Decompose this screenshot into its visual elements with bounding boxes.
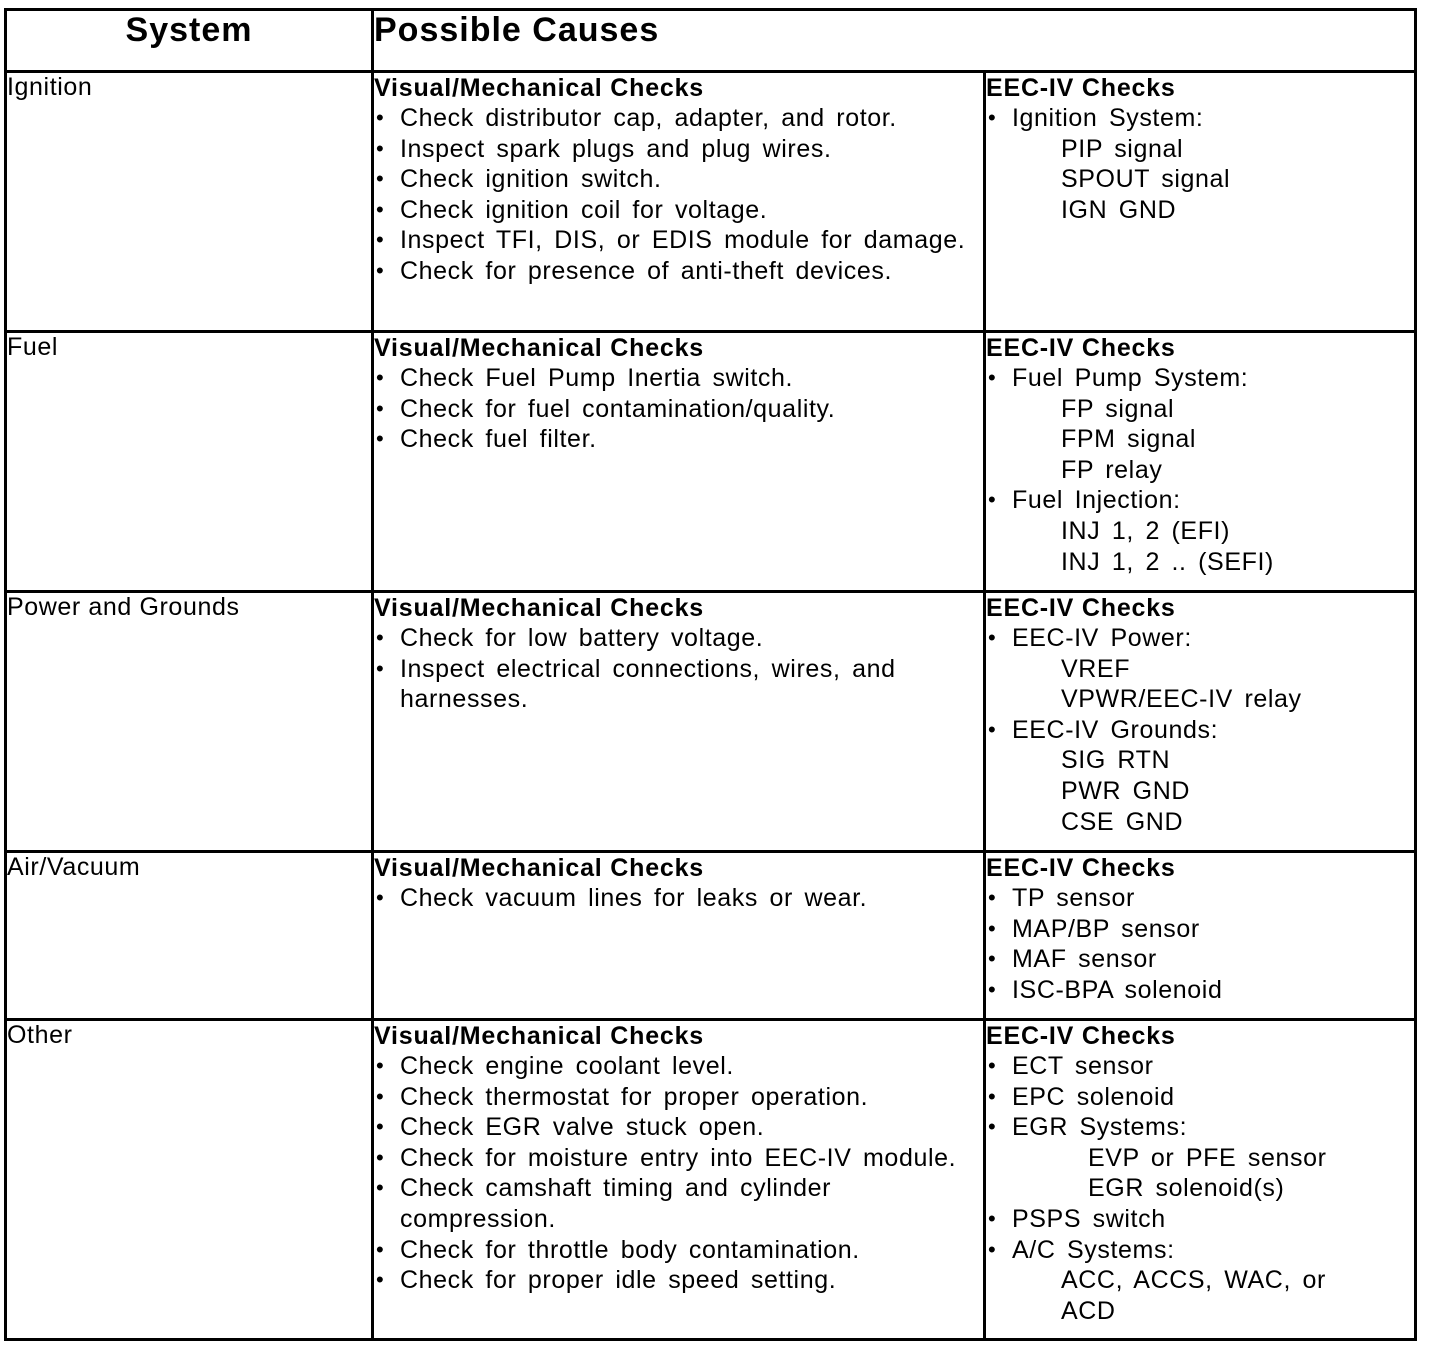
visual-check-item: • Check vacuum lines for leaks or wear. [374, 883, 983, 914]
header-possible-causes: Possible Causes [373, 10, 1416, 72]
eec-sub-item: SPOUT signal [1061, 165, 1231, 194]
visual-check-item: • Inspect electrical connections, wires, and harnesses. [374, 654, 983, 715]
table-body [6, 72, 1416, 1340]
visual-checks-heading: Visual/Mechanical Checks [374, 594, 705, 622]
table-row [6, 852, 1416, 1020]
visual-checks-list [374, 623, 983, 715]
eec-checks-list [986, 103, 1414, 225]
visual-check-item: • Check for low battery voltage. [374, 623, 983, 654]
visual-check-item: • Check ignition switch. [374, 164, 983, 195]
visual-checks-list [374, 363, 983, 455]
eec-sub-item: FP relay [1061, 455, 1163, 484]
visual-check-item: • Check for moisture entry into EEC-IV module. [374, 1143, 983, 1174]
visual-checks-cell [373, 852, 985, 1020]
visual-checks-cell [373, 592, 985, 852]
eec-sub-item: INJ 1, 2 .. (SEFI) [1061, 547, 1274, 576]
visual-checks-list [374, 103, 983, 287]
table-row [6, 72, 1416, 332]
header-row [6, 10, 1416, 72]
eec-sub-items [986, 516, 1414, 577]
visual-checks-cell [373, 72, 985, 332]
eec-sub-item: IGN GND [1061, 195, 1177, 224]
eec-sub-item: FP signal [1061, 394, 1175, 423]
eec-sub-items [986, 1143, 1414, 1204]
eec-check-item: • Fuel Injection: [986, 485, 1414, 516]
table-row [6, 1020, 1416, 1340]
eec-sub-item: PIP signal [1061, 134, 1184, 163]
visual-check-item: • Check Fuel Pump Inertia switch. [374, 363, 983, 394]
visual-check-item: • Check ignition coil for voltage. [374, 195, 983, 226]
eec-checks-cell [985, 852, 1416, 1020]
eec-check-item: • EGR Systems: [986, 1112, 1414, 1143]
visual-checks-list [374, 1051, 983, 1296]
visual-check-item: • Check distributor cap, adapter, and rotor. [374, 103, 983, 134]
table-row [6, 592, 1416, 852]
eec-check-item: • MAF sensor [986, 944, 1414, 975]
eec-checks-heading: EEC-IV Checks [986, 594, 1176, 622]
eec-checks-heading: EEC-IV Checks [986, 334, 1176, 362]
eec-sub-item: PWR GND [1061, 776, 1191, 805]
diagnosis-table [4, 8, 1417, 1341]
eec-sub-item: ACC, ACCS, WAC, or [1061, 1266, 1326, 1295]
visual-checks-cell [373, 1020, 985, 1340]
eec-checks-list [986, 363, 1414, 577]
visual-check-item: • Check thermostat for proper operation. [374, 1082, 983, 1113]
visual-check-item: • Check for proper idle speed setting. [374, 1265, 983, 1296]
eec-check-item: • EPC solenoid [986, 1082, 1414, 1113]
eec-checks-heading: EEC-IV Checks [986, 74, 1176, 102]
system-cell: Ignition [6, 72, 373, 332]
eec-sub-items [986, 654, 1414, 715]
visual-checks-list [374, 883, 983, 914]
system-cell: Other [6, 1020, 373, 1340]
visual-check-item: • Check EGR valve stuck open. [374, 1112, 983, 1143]
visual-checks-cell [373, 332, 985, 592]
visual-check-item: • Check for presence of anti-theft devices. [374, 256, 983, 287]
visual-check-item: • Check fuel filter. [374, 424, 983, 455]
eec-sub-item: VREF [1061, 654, 1131, 683]
eec-sub-item: EGR solenoid(s) [1088, 1174, 1285, 1203]
eec-sub-item: ACD [1061, 1296, 1116, 1325]
eec-sub-item: CSE GND [1061, 807, 1184, 836]
visual-check-item: • Check for throttle body contamination. [374, 1235, 983, 1266]
eec-sub-item: SIG RTN [1061, 746, 1171, 775]
eec-check-item: • TP sensor [986, 883, 1414, 914]
visual-check-item: • Check engine coolant level. [374, 1051, 983, 1082]
eec-check-item: • EEC-IV Grounds: [986, 715, 1414, 746]
eec-check-item: • Fuel Pump System: [986, 363, 1414, 394]
visual-check-item: • Inspect spark plugs and plug wires. [374, 134, 983, 165]
system-cell: Air/Vacuum [6, 852, 373, 1020]
table-row [6, 332, 1416, 592]
visual-check-item: • Check for fuel contamination/quality. [374, 394, 983, 425]
eec-check-item: • ECT sensor [986, 1051, 1414, 1082]
eec-sub-items [986, 1265, 1414, 1326]
eec-checks-cell [985, 72, 1416, 332]
visual-checks-heading: Visual/Mechanical Checks [374, 74, 705, 102]
eec-sub-item: VPWR/EEC-IV relay [1061, 685, 1302, 714]
eec-sub-items [986, 745, 1414, 837]
eec-checks-list [986, 1051, 1414, 1326]
eec-sub-items [986, 394, 1414, 486]
system-cell: Fuel [6, 332, 373, 592]
diagnosis-table-wrapper [4, 8, 1414, 1338]
eec-checks-heading: EEC-IV Checks [986, 854, 1176, 882]
visual-check-item: • Inspect TFI, DIS, or EDIS module for damage. [374, 225, 983, 256]
eec-checks-cell [985, 1020, 1416, 1340]
eec-checks-heading: EEC-IV Checks [986, 1022, 1176, 1050]
eec-check-item: • Ignition System: [986, 103, 1414, 134]
eec-checks-cell [985, 332, 1416, 592]
eec-check-item: • EEC-IV Power: [986, 623, 1414, 654]
eec-check-item: • ISC-BPA solenoid [986, 975, 1414, 1006]
eec-sub-item: INJ 1, 2 (EFI) [1061, 516, 1231, 545]
header-system: System [6, 10, 373, 72]
eec-sub-item: EVP or PFE sensor [1088, 1143, 1327, 1172]
eec-checks-cell [985, 592, 1416, 852]
eec-check-item: • A/C Systems: [986, 1235, 1414, 1266]
visual-checks-heading: Visual/Mechanical Checks [374, 1022, 705, 1050]
visual-checks-heading: Visual/Mechanical Checks [374, 334, 705, 362]
visual-checks-heading: Visual/Mechanical Checks [374, 854, 705, 882]
eec-sub-items [986, 134, 1414, 226]
eec-check-item: • PSPS switch [986, 1204, 1414, 1235]
eec-checks-list [986, 623, 1414, 837]
eec-check-item: • MAP/BP sensor [986, 914, 1414, 945]
visual-check-item: • Check camshaft timing and cylinder compression. [374, 1173, 983, 1234]
system-cell: Power and Grounds [6, 592, 373, 852]
eec-checks-list [986, 883, 1414, 1005]
eec-sub-item: FPM signal [1061, 425, 1197, 454]
